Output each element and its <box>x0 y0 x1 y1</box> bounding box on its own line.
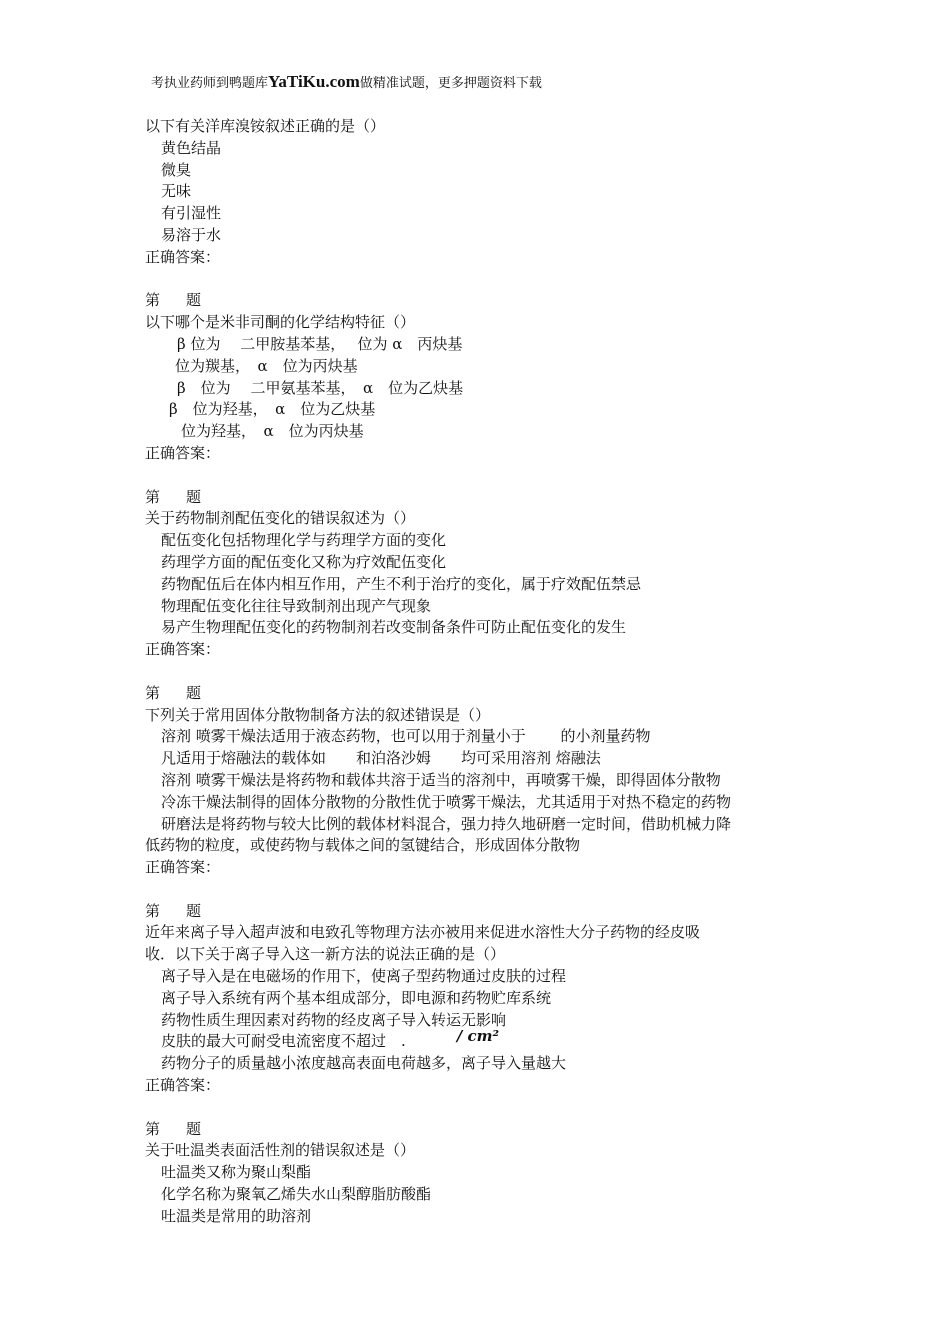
question-stem: 以下哪个是米非司酮的化学结构特征（） <box>145 313 416 332</box>
option: 有引湿性 <box>161 204 222 223</box>
option: 吐温类是常用的助溶剂 <box>161 1206 312 1225</box>
header-brand[interactable]: YaTiKu.com <box>268 72 360 91</box>
option: 凡适用于熔融法的载体如 和泊洛沙姆 均可采用溶剂 熔融法 <box>161 749 601 768</box>
question-stem-continuation: 收．以下关于离子导入这一新方法的说法正确的是（） <box>145 945 506 964</box>
option: 物理配伍变化往往导致制剂出现产气现象 <box>161 596 432 615</box>
answer-label: 正确答案： <box>145 858 221 877</box>
answer-label: 正确答案： <box>145 247 221 266</box>
option: 药物性质生理因素对药物的经皮离子导入转运无影响 <box>161 1010 507 1029</box>
option: 皮肤的最大可耐受电流密度不超过 . / cm² <box>161 1027 500 1051</box>
question-document <box>145 116 825 1228</box>
option: 药理学方面的配伍变化又称为疗效配伍变化 <box>161 552 447 571</box>
question-number: 第 题 <box>145 487 202 506</box>
question-stem: 关于吐温类表面活性剂的错误叙述是（） <box>145 1141 416 1160</box>
option: 溶剂 喷雾干燥法适用于液态药物，也可以用于剂量小于 的小剂量药物 <box>161 727 651 746</box>
option-continuation: 低药物的粒度，或使药物与载体之间的氢键结合，形成固体分散物 <box>145 836 581 855</box>
option: 离子导入系统有两个基本组成部分，即电源和药物贮库系统 <box>161 988 552 1007</box>
option: 吐温类又称为聚山梨酯 <box>161 1163 312 1182</box>
question-number: 第 题 <box>145 1119 202 1138</box>
option: β 位为 二甲胺基苯基， 位为 α 丙炔基 <box>177 334 463 353</box>
option: 易溶于水 <box>161 225 222 244</box>
page-header <box>151 72 542 92</box>
option: 冷冻干燥法制得的固体分散物的分散性优于喷雾干燥法，尤其适用于对热不稳定的药物 <box>161 792 732 811</box>
option: 配伍变化包括物理化学与药理学方面的变化 <box>161 531 447 550</box>
option: 研磨法是将药物与较大比例的载体材料混合，强力持久地研磨一定时间，借助机械力降 <box>161 814 732 833</box>
question-stem: 下列关于常用固体分散物制备方法的叙述错误是（） <box>145 705 491 724</box>
question-stem: 近年来离子导入超声波和电致孔等物理方法亦被用来促进水溶性大分子药物的经皮吸 <box>145 923 701 942</box>
question-number: 第 题 <box>145 291 202 310</box>
option: 药物配伍后在体内相互作用，产生不利于治疗的变化，属于疗效配伍禁忌 <box>161 574 642 593</box>
question-number: 第 题 <box>145 683 202 702</box>
answer-label: 正确答案： <box>145 443 221 462</box>
option: 溶剂 喷雾干燥法是将药物和载体共溶于适当的溶剂中，再喷雾干燥，即得固体分散物 <box>161 770 721 789</box>
option: 位为羰基， α 位为丙炔基 <box>175 356 358 375</box>
option: 药物分子的质量越小浓度越高表面电荷越多，离子导入量越大 <box>161 1054 567 1073</box>
question-stem: 关于药物制剂配伍变化的错误叙述为（） <box>145 509 416 528</box>
answer-label: 正确答案： <box>145 640 221 659</box>
option: β 位为羟基， α 位为乙炔基 <box>169 400 376 419</box>
option: 化学名称为聚氧乙烯失水山梨醇脂肪酸酯 <box>161 1185 432 1204</box>
question-stem: 以下有关洋库溴铵叙述正确的是（） <box>145 117 386 135</box>
option: 微臭 <box>161 160 192 179</box>
option: 位为羟基， α 位为丙炔基 <box>181 422 364 441</box>
option: 无味 <box>161 182 192 201</box>
option: 离子导入是在电磁场的作用下，使离子型药物通过皮肤的过程 <box>161 967 567 986</box>
header-suffix: 做精准试题，更多押题资料下载 <box>359 76 542 91</box>
option: β 位为 二甲氨基苯基， α 位为乙炔基 <box>177 378 464 397</box>
answer-label: 正确答案： <box>145 1076 221 1095</box>
question-number: 第 题 <box>145 901 202 920</box>
unit-label: / cm² <box>456 1027 500 1046</box>
option: 黄色结晶 <box>161 138 222 157</box>
option: 易产生物理配伍变化的药物制剂若改变制备条件可防止配伍变化的发生 <box>161 618 627 637</box>
header-prefix: 考执业药师到鸭题库 <box>151 76 269 91</box>
